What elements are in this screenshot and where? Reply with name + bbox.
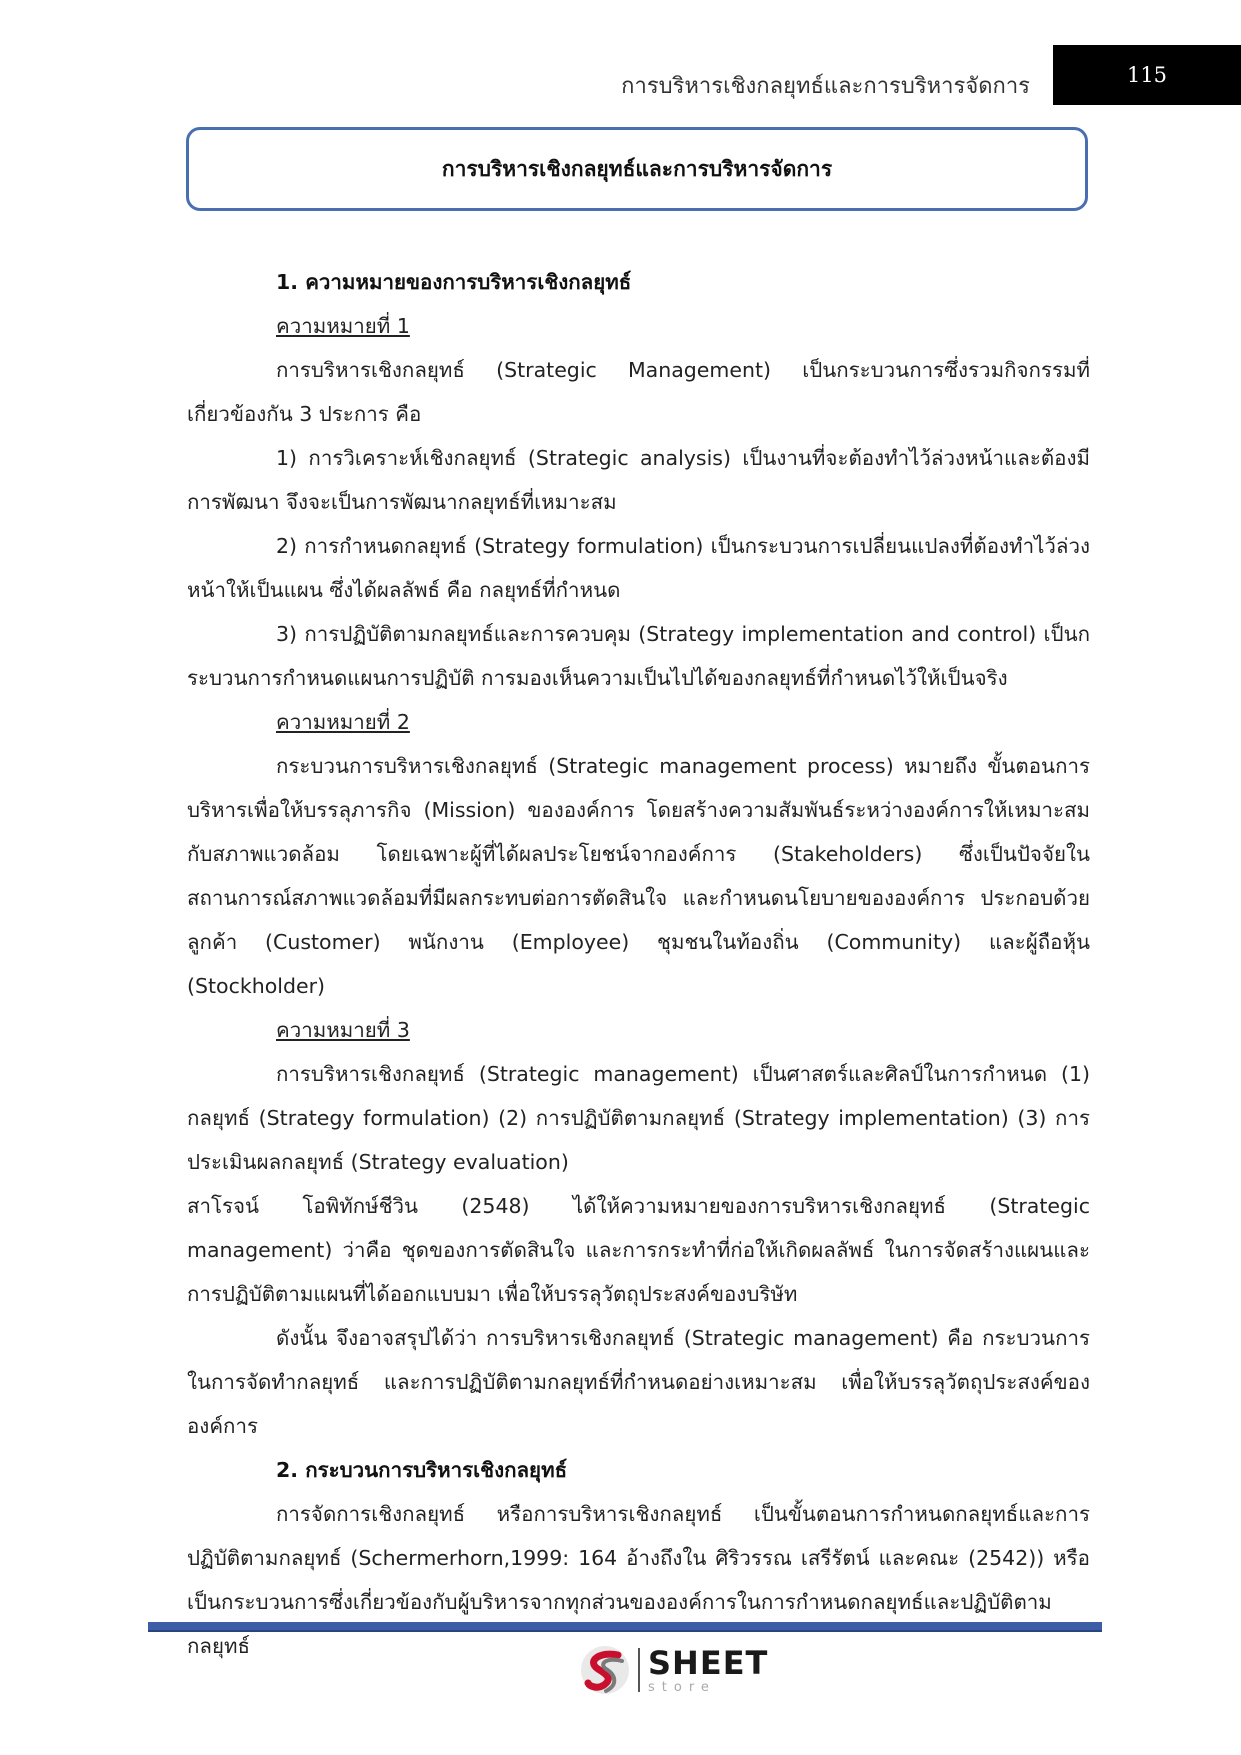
- meaning-1-label: ความหมายที่ 1: [276, 314, 410, 338]
- sheet-store-logo: [578, 1640, 768, 1700]
- paragraph: ดังนั้น จึงอาจสรุปได้ว่า การบริหารเชิงกลยุทธ์ (Strategic management) คือ กระบวนการในการจัดทำกลยุทธ์ และการปฏิบัติตามกลยุทธ์ที่กำหนดอย่างเหมาะสม เพื่อให้บรรลุวัตถุประสงค์ขององค์การ: [187, 1326, 1090, 1438]
- chapter-title: การบริหารเชิงกลยุทธ์และการบริหารจัดการ: [441, 156, 833, 181]
- paragraph: 3) การปฏิบัติตามกลยุทธ์และการควบคุม (Strategy implementation and control) เป็นกระบวนการกำหนดแผนการปฏิบัติ การมองเห็นความเป็นไปได้ของกลยุทธ์ที่กำหนดไว้ให้เป็นจริง: [187, 622, 1090, 690]
- logo-subtext: store: [648, 1679, 716, 1695]
- section-1-heading: 1. ความหมายของการบริหารเชิงกลยุทธ์: [276, 270, 632, 294]
- meaning-3-label: ความหมายที่ 3: [276, 1018, 410, 1042]
- logo-divider: [638, 1648, 640, 1692]
- section-2-heading: 2. กระบวนการบริหารเชิงกลยุทธ์: [276, 1458, 568, 1482]
- page-number: 115: [1053, 45, 1241, 105]
- document-body: [187, 260, 1090, 1668]
- footer-divider: [148, 1622, 1102, 1632]
- paragraph: กระบวนการบริหารเชิงกลยุทธ์ (Strategic management process) หมายถึง ขั้นตอนการบริหารเพื่อให้บรรลุภารกิจ (Mission) ขององค์การ โดยสร้างความสัมพันธ์ระหว่างองค์การให้เหมาะสมกับสภาพแวดล้อม โดยเฉพาะผู้ที่ได้ผลประโยชน์จากองค์การ (Stakeholders) ซึ่งเป็นปัจจัยในสถานการณ์สภาพแวดล้อมที่มีผลกระทบต่อการตัดสินใจ และกำหนดนโยบายขององค์การ ประกอบด้วย ลูกค้า (Customer) พนักงาน (Employee) ชุมชนในท้องถิ่น (Community) และผู้ถือหุ้น (Stockholder): [187, 754, 1090, 998]
- paragraph: การบริหารเชิงกลยุทธ์ (Strategic management) เป็นศาสตร์และศิลป์ในการกำหนด (1) กลยุทธ์ (Strategy formulation) (2) การปฏิบัติตามกลยุทธ์ (Strategy implementation) (3) การประเมินผลกลยุทธ์ (Strategy evaluation): [187, 1062, 1090, 1174]
- paragraph: 1) การวิเคราะห์เชิงกลยุทธ์ (Strategic analysis) เป็นงานที่จะต้องทำไว้ล่วงหน้าและต้องมีการพัฒนา จึงจะเป็นการพัฒนากลยุทธ์ที่เหมาะสม: [187, 446, 1090, 514]
- chapter-title-box: [186, 127, 1088, 211]
- running-header-title: การบริหารเชิงกลยุทธ์และการบริหารจัดการ: [621, 74, 1030, 99]
- meaning-2-label: ความหมายที่ 2: [276, 710, 410, 734]
- paragraph: 2) การกำหนดกลยุทธ์ (Strategy formulation) เป็นกระบวนการเปลี่ยนแปลงที่ต้องทำไว้ล่วงหน้าให้เป็นแผน ซึ่งได้ผลลัพธ์ คือ กลยุทธ์ที่กำหนด: [187, 534, 1090, 602]
- paragraph: สาโรจน์ โอพิทักษ์ชีวิน (2548) ได้ให้ความหมายของการบริหารเชิงกลยุทธ์ (Strategic management) ว่าคือ ชุดของการตัดสินใจ และการกระทำที่ก่อให้เกิดผลลัพธ์ ในการจัดสร้างแผนและการปฏิบัติตามแผนที่ได้ออกแบบมา เพื่อให้บรรลุวัตถุประสงค์ของบริษัท: [187, 1194, 1090, 1306]
- logo-text: SHEET: [648, 1643, 769, 1682]
- sheet-store-logo-icon: [578, 1643, 632, 1697]
- paragraph: การบริหารเชิงกลยุทธ์ (Strategic Management) เป็นกระบวนการซึ่งรวมกิจกรรมที่เกี่ยวข้องกัน 3 ประการ คือ: [187, 358, 1090, 426]
- logo-wordmark: [648, 1643, 769, 1695]
- paragraph: การจัดการเชิงกลยุทธ์ หรือการบริหารเชิงกลยุทธ์ เป็นขั้นตอนการกำหนดกลยุทธ์และการปฏิบัติตามกลยุทธ์ (Schermerhorn,1999: 164 อ้างถึงใน ศิริวรรณ เสรีรัตน์ และคณะ (2542)) หรือเป็นกระบวนการซึ่งเกี่ยวข้องกับผู้บริหารจากทุกส่วนขององค์การในการกำหนดกลยุทธ์และปฏิบัติตามกลยุทธ์: [187, 1502, 1090, 1658]
